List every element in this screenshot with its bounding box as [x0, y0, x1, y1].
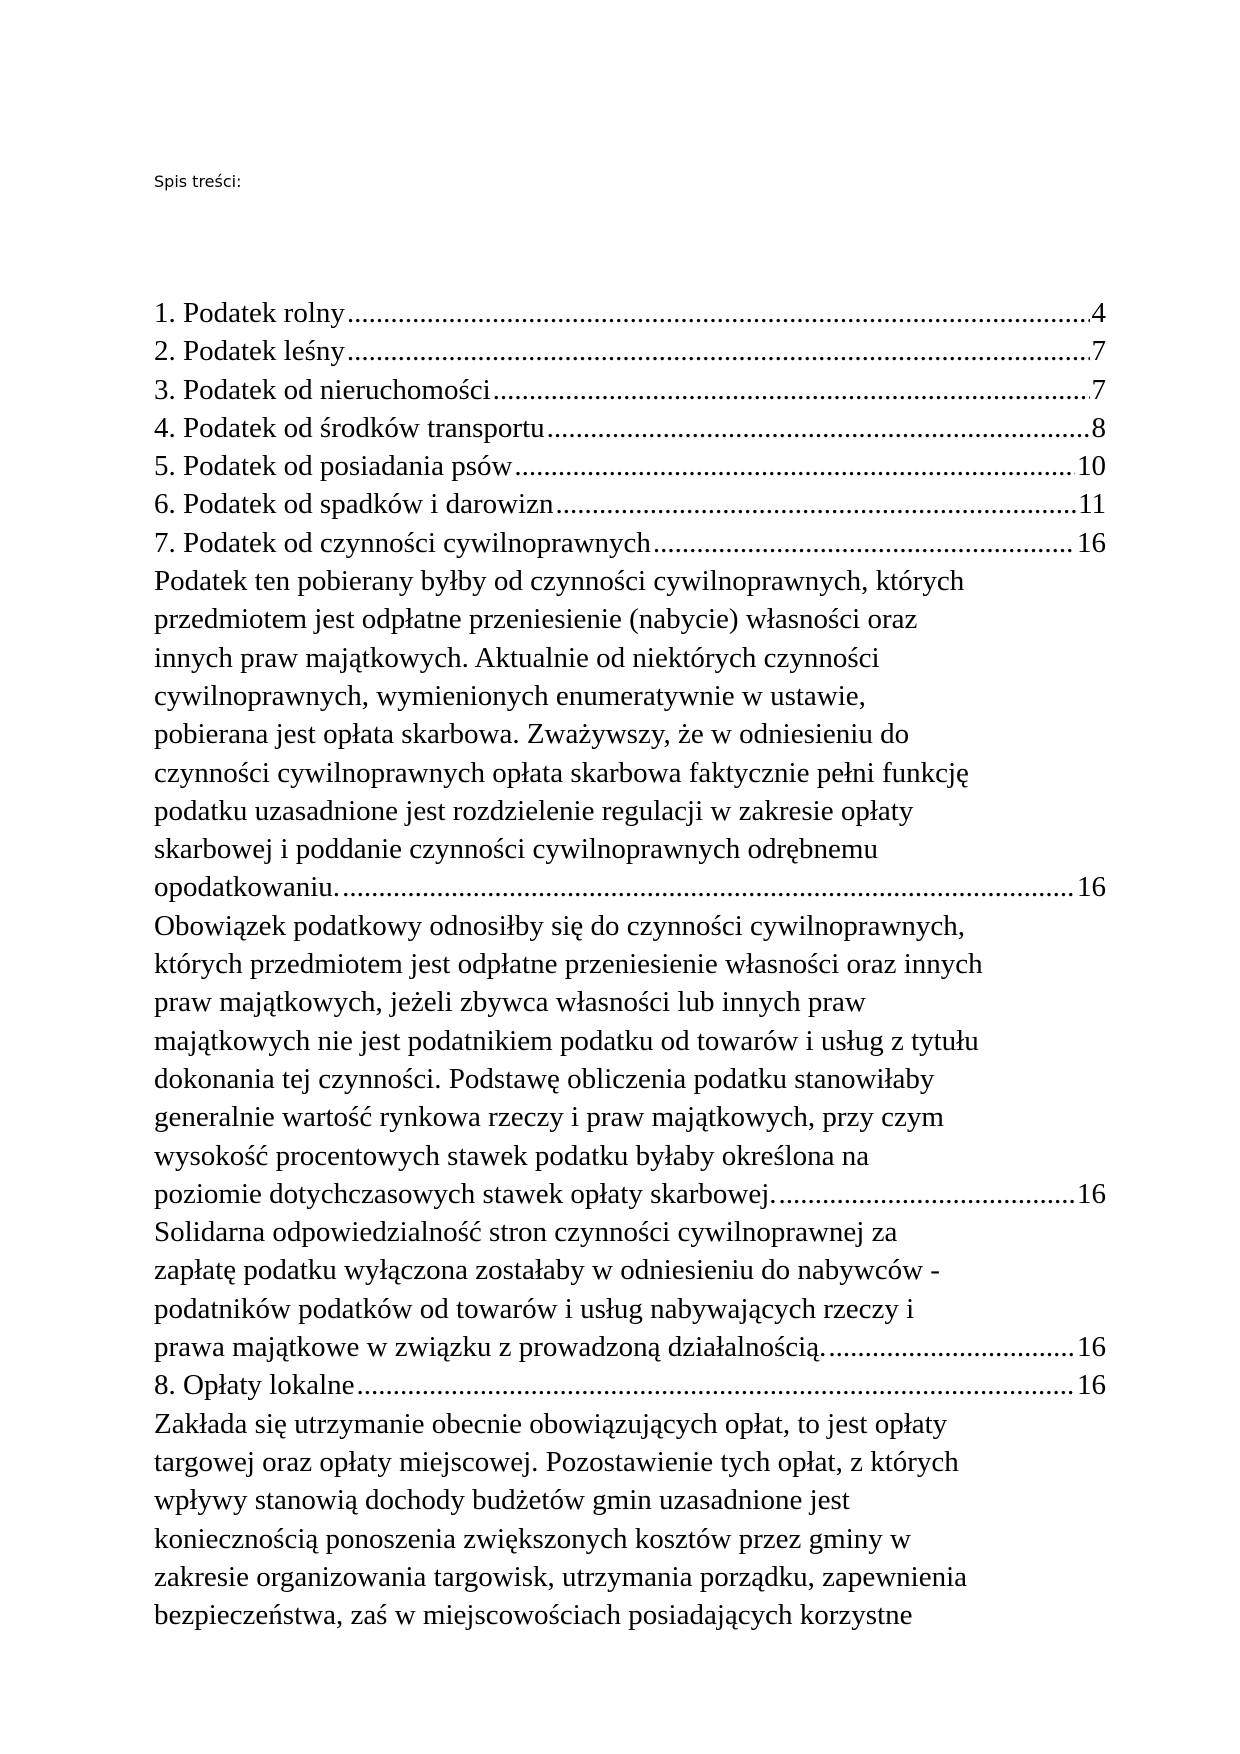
toc-entry-title: 1. Podatek rolny	[154, 297, 345, 329]
toc-entry-leader-line[interactable]	[154, 1328, 1106, 1366]
toc-page-number: 16	[1077, 526, 1106, 559]
toc-entry-line: przedmiotem jest odpłatne przeniesienie (nabycie) własności oraz	[154, 603, 918, 636]
toc-entry-line: wysokość procentowych stawek podatku byłaby określona na	[154, 1139, 870, 1172]
toc-entry-line: innych praw majątkowych. Aktualnie od niektórych czynności	[154, 641, 880, 674]
toc-entry[interactable]	[154, 409, 1106, 447]
toc-entry-title: 4. Podatek od środków transportu	[154, 411, 545, 444]
body-text-line: bezpieczeństwa, zaś w miejscowościach posiadających korzystne	[154, 1599, 913, 1632]
toc-entry-line: czynności cywilnoprawnych opłata skarbowa faktycznie pełni funkcję	[154, 756, 969, 789]
toc-entry-title: prawa majątkowe w związku z prowadzoną działalnością.	[154, 1331, 827, 1364]
toc-page-number: 4	[1091, 297, 1106, 329]
dot-leader	[547, 409, 1090, 447]
toc-entry-line: których przedmiotem jest odpłatne przeniesienie własności oraz innych	[154, 948, 983, 981]
toc-entry-leader-line[interactable]	[154, 524, 1106, 562]
toc-entry-line: skarbowej i poddanie czynności cywilnoprawnych odrębnemu	[154, 833, 878, 866]
toc-entry-line: Solidarna odpowiedzialność stron czynności cywilnoprawnej za	[154, 1216, 898, 1249]
body-text-line: koniecznością ponoszenia zwiększonych kosztów przez gminy w	[154, 1522, 911, 1555]
toc-entry-title: 7. Podatek od czynności cywilnoprawnych	[154, 526, 651, 559]
toc-entry[interactable]	[154, 907, 1106, 1213]
toc-entry-leader-line[interactable]	[154, 332, 1106, 370]
dot-leader	[514, 447, 1075, 485]
dot-leader	[357, 1366, 1075, 1404]
body-text-line: wpływy stanowią dochody budżetów gmin uzasadnione jest	[154, 1484, 850, 1517]
toc-entry-title: 8. Opłaty lokalne	[154, 1369, 355, 1402]
toc-entry-leader-line[interactable]	[154, 447, 1106, 485]
dot-leader	[653, 524, 1075, 562]
toc-entry-title: opodatkowaniu.	[154, 871, 341, 904]
toc-entry[interactable]	[154, 294, 1106, 332]
toc-entry-line: Podatek ten pobierany byłby od czynności cywilnoprawnych, których	[154, 565, 965, 598]
toc-page-number: 16	[1077, 1369, 1106, 1402]
dot-leader	[828, 1328, 1075, 1366]
toc-entry-line: generalnie wartość rynkowa rzeczy i praw majątkowych, przy czym	[154, 1101, 944, 1134]
dot-leader	[342, 868, 1075, 906]
toc-entry-title: 2. Podatek leśny	[154, 335, 345, 368]
dot-leader	[779, 1175, 1075, 1213]
toc-entry[interactable]	[154, 1366, 1106, 1404]
toc-entry-leader-line[interactable]	[154, 868, 1106, 906]
toc-entry-line: cywilnoprawnych, wymienionych enumeratywnie w ustawie,	[154, 679, 866, 712]
dot-leader	[347, 332, 1090, 370]
toc-entry-leader-line[interactable]	[154, 409, 1106, 447]
toc-entry-line: pobierana jest opłata skarbowa. Zważywszy, że w odniesieniu do	[154, 718, 910, 751]
toc-entry-line: dokonania tej czynności. Podstawę obliczenia podatku stanowiłaby	[154, 1062, 935, 1095]
toc-entry[interactable]	[154, 562, 1106, 907]
toc-entry-leader-line[interactable]	[154, 485, 1106, 523]
toc-entry-leader-line[interactable]	[154, 294, 1106, 332]
toc-page-number: 7	[1091, 335, 1106, 368]
toc-page-number: 7	[1091, 373, 1106, 406]
body-text-line: Zakłada się utrzymanie obecnie obowiązujących opłat, to jest opłaty	[154, 1407, 948, 1440]
toc-entry-line: Obowiązek podatkowy odnosiłby się do czynności cywilnoprawnych,	[154, 909, 966, 942]
toc-page-number: 16	[1077, 1331, 1106, 1364]
toc-entry-leader-line[interactable]	[154, 1366, 1106, 1404]
toc-entry-line: majątkowych nie jest podatnikiem podatku od towarów i usług z tytułu	[154, 1024, 979, 1057]
dot-leader	[493, 371, 1090, 409]
table-of-contents	[154, 294, 1106, 1634]
toc-entry[interactable]	[154, 332, 1106, 370]
toc-entry-leader-line[interactable]	[154, 371, 1106, 409]
toc-page-number: 16	[1077, 871, 1106, 904]
toc-entry-line: podatku uzasadnione jest rozdzielenie regulacji w zakresie opłaty	[154, 794, 914, 827]
toc-entry-title: poziomie dotychczasowych stawek opłaty skarbowej.	[154, 1177, 777, 1210]
toc-entry-title: 6. Podatek od spadków i darowizn	[154, 488, 554, 521]
toc-page-number: 8	[1091, 411, 1106, 444]
toc-entry-title: 5. Podatek od posiadania psów	[154, 450, 513, 483]
toc-heading: Spis treści:	[154, 172, 242, 191]
toc-page-number: 10	[1077, 450, 1106, 483]
toc-page-number: 16	[1077, 1177, 1106, 1210]
dot-leader	[556, 485, 1077, 523]
toc-entry[interactable]	[154, 371, 1106, 409]
toc-entry-line: zapłatę podatku wyłączona zostałaby w odniesieniu do nabywców -	[154, 1254, 940, 1287]
toc-entry[interactable]	[154, 1213, 1106, 1366]
toc-entry-leader-line[interactable]	[154, 1175, 1106, 1213]
toc-page-number: 11	[1078, 488, 1106, 521]
body-text-line: targowej oraz opłaty miejscowej. Pozostawienie tych opłat, z których	[154, 1445, 959, 1478]
toc-entry-line: praw majątkowych, jeżeli zbywca własności lub innych praw	[154, 986, 866, 1019]
toc-entry[interactable]	[154, 485, 1106, 523]
toc-entry-line: podatników podatków od towarów i usług nabywających rzeczy i	[154, 1292, 915, 1325]
dot-leader	[347, 294, 1090, 332]
toc-entry-title: 3. Podatek od nieruchomości	[154, 373, 491, 406]
toc-entry[interactable]	[154, 524, 1106, 562]
body-text-line: zakresie organizowania targowisk, utrzymania porządku, zapewnienia	[154, 1560, 968, 1593]
toc-entry[interactable]	[154, 447, 1106, 485]
